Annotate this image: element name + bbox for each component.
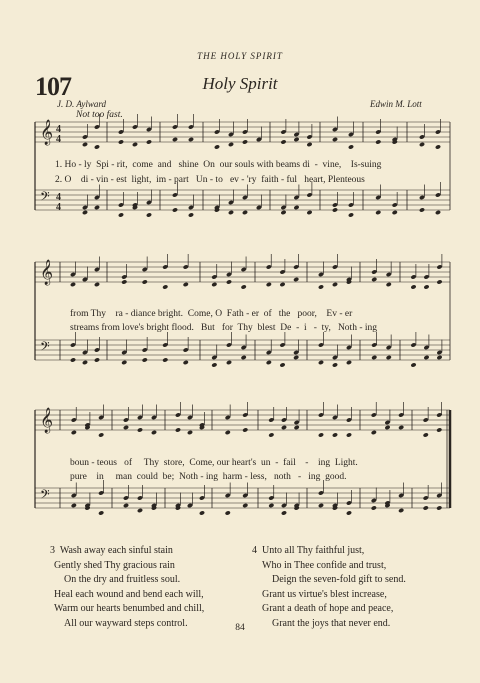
notehead: [332, 207, 338, 212]
notehead: [266, 360, 272, 365]
notehead: [241, 284, 247, 289]
system-1-lyric-verse-2: 2. O di - vin - est light, im - part Un - to ev - 'ry faith - ful heart, Plenteous: [55, 175, 365, 185]
notehead: [118, 212, 124, 217]
bass-clef-icon: 𝄢: [40, 189, 50, 207]
verse-line: Who in Thee confide and trust,: [262, 559, 387, 571]
notehead: [162, 357, 168, 362]
notehead: [137, 508, 143, 513]
notehead: [242, 139, 248, 144]
verse-4-block: [252, 544, 406, 631]
notehead: [346, 510, 352, 515]
notehead: [70, 282, 76, 287]
notehead: [318, 284, 324, 289]
notehead: [281, 425, 287, 430]
notehead: [280, 139, 286, 144]
notehead: [142, 357, 148, 362]
notehead: [94, 205, 100, 210]
notehead: [386, 355, 392, 360]
notehead: [188, 212, 194, 217]
verse-line: All our wayward steps control.: [64, 617, 188, 629]
page-number: 84: [235, 623, 245, 633]
verse-line: Warm our hearts benumbed and chill,: [54, 603, 205, 614]
notehead: [151, 430, 157, 435]
notehead: [225, 510, 231, 515]
notehead: [187, 430, 193, 435]
notehead: [121, 279, 127, 284]
time-sig-top: 4: [56, 124, 61, 135]
notehead: [436, 427, 442, 432]
verse-line: Grant the joys that never end.: [272, 617, 391, 629]
notehead: [435, 210, 441, 215]
notehead: [398, 425, 404, 430]
notehead: [183, 282, 189, 287]
verse-line: 4 Unto all Thy faithful just,: [252, 545, 365, 556]
bass-clef-icon: 𝄢: [40, 339, 50, 357]
notehead: [241, 355, 247, 360]
notehead: [435, 144, 441, 149]
notehead: [423, 355, 429, 360]
notehead: [123, 425, 129, 430]
verse-line: Deign the seven-fold gift to send.: [272, 574, 406, 585]
notehead: [94, 144, 100, 149]
notehead: [436, 505, 442, 510]
notehead: [162, 284, 168, 289]
verse-line: Grant a death of hope and peace,: [262, 603, 394, 614]
treble-clef-icon: 𝄞: [40, 120, 54, 145]
notehead: [118, 139, 124, 144]
notehead: [348, 144, 354, 149]
notehead: [375, 210, 381, 215]
system-2-lyric-verse-2: streams from love's bright flood. But for Thy blest De - i - ty, Noth - ing: [70, 323, 377, 333]
notehead: [183, 360, 189, 365]
notehead: [175, 427, 181, 432]
notehead: [436, 279, 442, 284]
notehead: [121, 360, 127, 365]
hymn-title: Holy Spirit: [202, 74, 278, 93]
notehead: [371, 430, 377, 435]
verse-line: Gently shed Thy gracious rain: [54, 559, 175, 571]
notehead: [211, 282, 217, 287]
time-sig-top: 4: [56, 192, 61, 203]
time-sig-bottom: 4: [56, 202, 61, 213]
notehead: [188, 137, 194, 142]
verse-line: On the dry and fruitless soul.: [64, 574, 181, 585]
hymn-number: 107: [35, 72, 71, 101]
notehead: [346, 360, 352, 365]
running-head: THE HOLY SPIRIT: [197, 51, 283, 61]
notehead: [70, 357, 76, 362]
notehead: [392, 210, 398, 215]
notehead: [375, 139, 381, 144]
notehead: [384, 425, 390, 430]
notehead: [423, 284, 429, 289]
notehead: [332, 282, 338, 287]
notehead: [423, 432, 429, 437]
notehead: [146, 139, 152, 144]
notehead: [82, 210, 88, 215]
notehead: [266, 282, 272, 287]
notehead: [281, 510, 287, 515]
verse-line: Grant us virtue's blest increase,: [262, 588, 387, 600]
composer-credit: Edwin M. Lott: [370, 99, 422, 109]
notehead: [242, 427, 248, 432]
tempo-marking: Not too fast.: [76, 110, 123, 120]
notehead: [371, 505, 377, 510]
notehead: [268, 432, 274, 437]
notehead: [242, 210, 248, 215]
notehead: [332, 137, 338, 142]
notehead: [318, 360, 324, 365]
notehead: [94, 282, 100, 287]
notehead: [386, 282, 392, 287]
notehead: [71, 430, 77, 435]
notehead: [419, 207, 425, 212]
notehead: [98, 510, 104, 515]
notehead: [371, 277, 377, 282]
notehead: [94, 357, 100, 362]
notehead: [123, 503, 129, 508]
notehead: [306, 142, 312, 147]
notehead: [242, 503, 248, 508]
notehead: [225, 430, 231, 435]
verse-line: Heal each wound and bend each will,: [54, 588, 204, 600]
notehead: [214, 144, 220, 149]
notehead: [293, 205, 299, 210]
notehead: [332, 362, 338, 367]
notehead: [294, 425, 300, 430]
system-3-lyric-verse-2: pure in man could be; Noth - ing harm - less, noth - ing good.: [70, 472, 347, 482]
notehead: [142, 279, 148, 284]
treble-clef-icon: 𝄞: [40, 408, 54, 433]
notehead: [346, 432, 352, 437]
notehead: [306, 210, 312, 215]
system-2-lyric-verse-1: from Thy ra - diance bright. Come, O Fath - er of the poor, Ev - er: [70, 309, 353, 319]
notehead: [82, 142, 88, 147]
verse-line: 3 Wash away each sinful stain: [50, 545, 173, 556]
notehead: [348, 212, 354, 217]
notehead: [398, 508, 404, 513]
author-credit: J. D. Aylward: [57, 99, 106, 109]
notehead: [132, 142, 138, 147]
notehead: [436, 355, 442, 360]
notehead: [419, 142, 425, 147]
notehead: [410, 362, 416, 367]
notehead: [199, 510, 205, 515]
notehead: [423, 505, 429, 510]
notehead: [228, 210, 234, 215]
notehead: [71, 503, 77, 508]
bass-clef-icon: 𝄢: [40, 487, 50, 505]
notehead: [82, 360, 88, 365]
notehead: [318, 503, 324, 508]
notehead: [293, 137, 299, 142]
notehead: [146, 212, 152, 217]
notehead: [172, 137, 178, 142]
notehead: [226, 279, 232, 284]
notehead: [293, 355, 299, 360]
time-sig-bottom: 4: [56, 134, 61, 145]
notehead: [228, 142, 234, 147]
notehead: [279, 282, 285, 287]
notehead: [318, 432, 324, 437]
notehead: [137, 427, 143, 432]
treble-clef-icon: 𝄞: [40, 260, 54, 285]
notehead: [226, 360, 232, 365]
notehead: [293, 277, 299, 282]
notehead: [332, 432, 338, 437]
notehead: [371, 355, 377, 360]
notehead: [172, 207, 178, 212]
notehead: [211, 362, 217, 367]
notehead: [280, 210, 286, 215]
notehead: [268, 503, 274, 508]
notehead: [410, 284, 416, 289]
notehead: [98, 432, 104, 437]
notehead: [279, 362, 285, 367]
system-1-lyric-verse-1: 1. Ho - ly Spi - rit, come and shine On our souls with beams di - vine, Is-suing: [55, 160, 382, 170]
system-3-lyric-verse-1: boun - teous of Thy store, Come, our heart's un - fail - ing Light.: [70, 458, 358, 468]
verse-3-block: [50, 544, 204, 631]
